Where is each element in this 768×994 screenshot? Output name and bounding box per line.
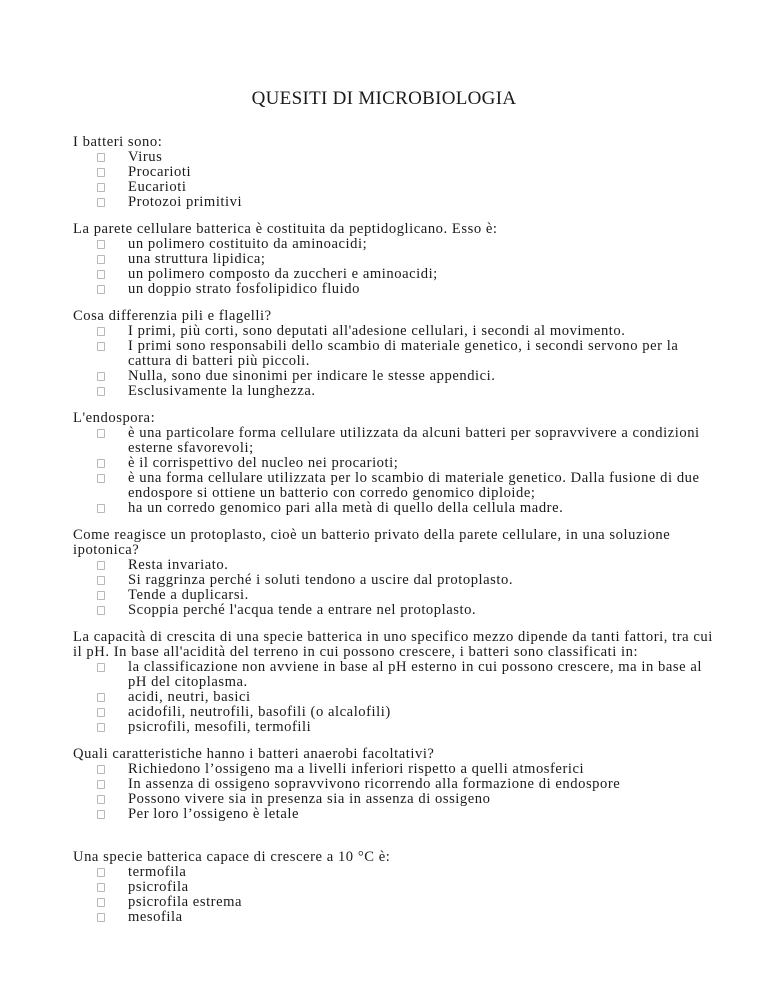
option-item[interactable] [73, 369, 713, 384]
option-list [73, 426, 713, 516]
checkbox-icon[interactable] [97, 723, 105, 732]
option-label: la classificazione non avviene in base al pH esterno in cui possono crescere, ma in base al pH del citoplasma. [128, 659, 703, 690]
checkbox-icon[interactable] [97, 663, 105, 672]
option-item[interactable] [73, 267, 713, 282]
option-item[interactable] [73, 339, 713, 369]
option-label: una struttura lipidica; [128, 251, 266, 267]
option-list [73, 865, 713, 925]
option-label: Scoppia perché l'acqua tende a entrare nel protoplasto. [128, 602, 477, 618]
option-label: psicrofila [128, 879, 189, 895]
option-item[interactable] [73, 573, 713, 588]
option-item[interactable] [73, 588, 713, 603]
checkbox-icon[interactable] [97, 693, 105, 702]
option-item[interactable] [73, 195, 713, 210]
checkbox-icon[interactable] [97, 591, 105, 600]
option-item[interactable] [73, 384, 713, 399]
question-text: Cosa differenzia pili e flagelli? [73, 308, 272, 324]
question-text: Come reagisce un protoplasto, cioè un batterio privato della parete cellulare, in una soluzione ipotonica? [73, 527, 671, 558]
option-item[interactable] [73, 558, 713, 573]
option-label: Eucarioti [128, 179, 187, 195]
option-item[interactable] [73, 324, 713, 339]
checkbox-icon[interactable] [97, 429, 105, 438]
option-label: un polimero costituito da aminoacidi; [128, 236, 368, 252]
checkbox-icon[interactable] [97, 342, 105, 351]
checkbox-icon[interactable] [97, 474, 105, 483]
option-label: un polimero composto da zuccheri e aminoacidi; [128, 266, 438, 282]
checkbox-icon[interactable] [97, 576, 105, 585]
option-item[interactable] [73, 895, 713, 910]
quiz-content [73, 135, 713, 937]
option-label: Si raggrinza perché i soluti tendono a uscire dal protoplasto. [128, 572, 514, 588]
option-item[interactable] [73, 180, 713, 195]
question-text: L'endospora: [73, 410, 156, 426]
checkbox-icon[interactable] [97, 708, 105, 717]
checkbox-icon[interactable] [97, 255, 105, 264]
option-item[interactable] [73, 165, 713, 180]
checkbox-icon[interactable] [97, 504, 105, 513]
question-text: I batteri sono: [73, 134, 163, 150]
question-block [73, 222, 713, 297]
checkbox-icon[interactable] [97, 765, 105, 774]
checkbox-icon[interactable] [97, 327, 105, 336]
checkbox-icon[interactable] [97, 153, 105, 162]
checkbox-icon[interactable] [97, 285, 105, 294]
option-item[interactable] [73, 720, 713, 735]
question-text: Una specie batterica capace di crescere a 10 °C è: [73, 849, 391, 865]
checkbox-icon[interactable] [97, 198, 105, 207]
option-label: è una particolare forma cellulare utilizzata da alcuni batteri per sopravvivere a condizioni esterne sfavorevoli; [128, 425, 700, 456]
checkbox-icon[interactable] [97, 606, 105, 615]
option-list [73, 324, 713, 399]
option-label: Esclusivamente la lunghezza. [128, 383, 316, 399]
option-label: Procarioti [128, 164, 192, 180]
option-item[interactable] [73, 150, 713, 165]
option-item[interactable] [73, 910, 713, 925]
option-item[interactable] [73, 501, 713, 516]
option-label: è il corrispettivo del nucleo nei procarioti; [128, 455, 399, 471]
question-block [73, 630, 713, 735]
option-item[interactable] [73, 705, 713, 720]
option-label: I primi, più corti, sono deputati all'adesione cellulari, i secondi al movimento. [128, 323, 626, 339]
option-item[interactable] [73, 865, 713, 880]
option-label: acidofili, neutrofili, basofili (o alcalofili) [128, 704, 391, 720]
option-item[interactable] [73, 807, 713, 822]
option-item[interactable] [73, 237, 713, 252]
checkbox-icon[interactable] [97, 795, 105, 804]
question-block [73, 135, 713, 210]
question-block [73, 528, 713, 618]
option-label: Protozoi primitivi [128, 194, 243, 210]
option-label: è una forma cellulare utilizzata per lo scambio di materiale genetico. Dalla fusione di due endospore si ottiene un batterio con corredo genomico diploide; [128, 470, 700, 501]
option-item[interactable] [73, 252, 713, 267]
checkbox-icon[interactable] [97, 240, 105, 249]
option-label: termofila [128, 864, 187, 880]
option-label: In assenza di ossigeno sopravvivono ricorrendo alla formazione di endospore [128, 776, 621, 792]
option-label: I primi sono responsabili dello scambio di materiale genetico, i secondi servono per la cattura di batteri più piccoli. [128, 338, 679, 369]
checkbox-icon[interactable] [97, 898, 105, 907]
checkbox-icon[interactable] [97, 168, 105, 177]
option-item[interactable] [73, 456, 713, 471]
option-label: mesofila [128, 909, 183, 925]
option-label: Resta invariato. [128, 557, 229, 573]
option-item[interactable] [73, 777, 713, 792]
checkbox-icon[interactable] [97, 387, 105, 396]
option-list [73, 558, 713, 618]
option-label: un doppio strato fosfolipidico fluido [128, 281, 360, 297]
option-label: psicrofila estrema [128, 894, 243, 910]
checkbox-icon[interactable] [97, 459, 105, 468]
option-item[interactable] [73, 792, 713, 807]
option-label: Per loro l’ossigeno è letale [128, 806, 300, 822]
option-label: psicrofili, mesofili, termofili [128, 719, 312, 735]
option-item[interactable] [73, 690, 713, 705]
option-item[interactable] [73, 880, 713, 895]
option-label: Possono vivere sia in presenza sia in assenza di ossigeno [128, 791, 491, 807]
document-title: QUESITI DI MICROBIOLOGIA [251, 88, 517, 109]
checkbox-icon[interactable] [97, 810, 105, 819]
question-block [73, 411, 713, 516]
question-block [73, 850, 713, 925]
checkbox-icon[interactable] [97, 270, 105, 279]
option-list [73, 660, 713, 735]
checkbox-icon[interactable] [97, 913, 105, 922]
option-list [73, 237, 713, 297]
option-item[interactable] [73, 426, 713, 456]
option-item[interactable] [73, 762, 713, 777]
option-list [73, 762, 713, 822]
option-item[interactable] [73, 603, 713, 618]
option-label: Tende a duplicarsi. [128, 587, 249, 603]
option-item[interactable] [73, 660, 713, 690]
question-block [73, 747, 713, 822]
option-item[interactable] [73, 282, 713, 297]
option-item[interactable] [73, 471, 713, 501]
option-label: acidi, neutri, basici [128, 689, 251, 705]
option-label: Richiedono l’ossigeno ma a livelli inferiori rispetto a quelli atmosferici [128, 761, 585, 777]
option-list [73, 150, 713, 210]
question-text: La capacità di crescita di una specie batterica in uno specifico mezzo dipende da tanti fattori, tra cui il pH. In base all'acidità del terreno in cui possono crescere, i batteri sono classificati in: [73, 629, 713, 660]
question-text: Quali caratteristiche hanno i batteri anaerobi facoltativi? [73, 746, 435, 762]
question-text: La parete cellulare batterica è costituita da peptidoglicano. Esso è: [73, 221, 498, 237]
checkbox-icon[interactable] [97, 372, 105, 381]
checkbox-icon[interactable] [97, 868, 105, 877]
option-label: ha un corredo genomico pari alla metà di quello della cellula madre. [128, 500, 564, 516]
checkbox-icon[interactable] [97, 183, 105, 192]
option-label: Nulla, sono due sinonimi per indicare le stesse appendici. [128, 368, 496, 384]
checkbox-icon[interactable] [97, 883, 105, 892]
checkbox-icon[interactable] [97, 780, 105, 789]
question-block [73, 309, 713, 399]
option-label: Virus [128, 149, 163, 165]
checkbox-icon[interactable] [97, 561, 105, 570]
